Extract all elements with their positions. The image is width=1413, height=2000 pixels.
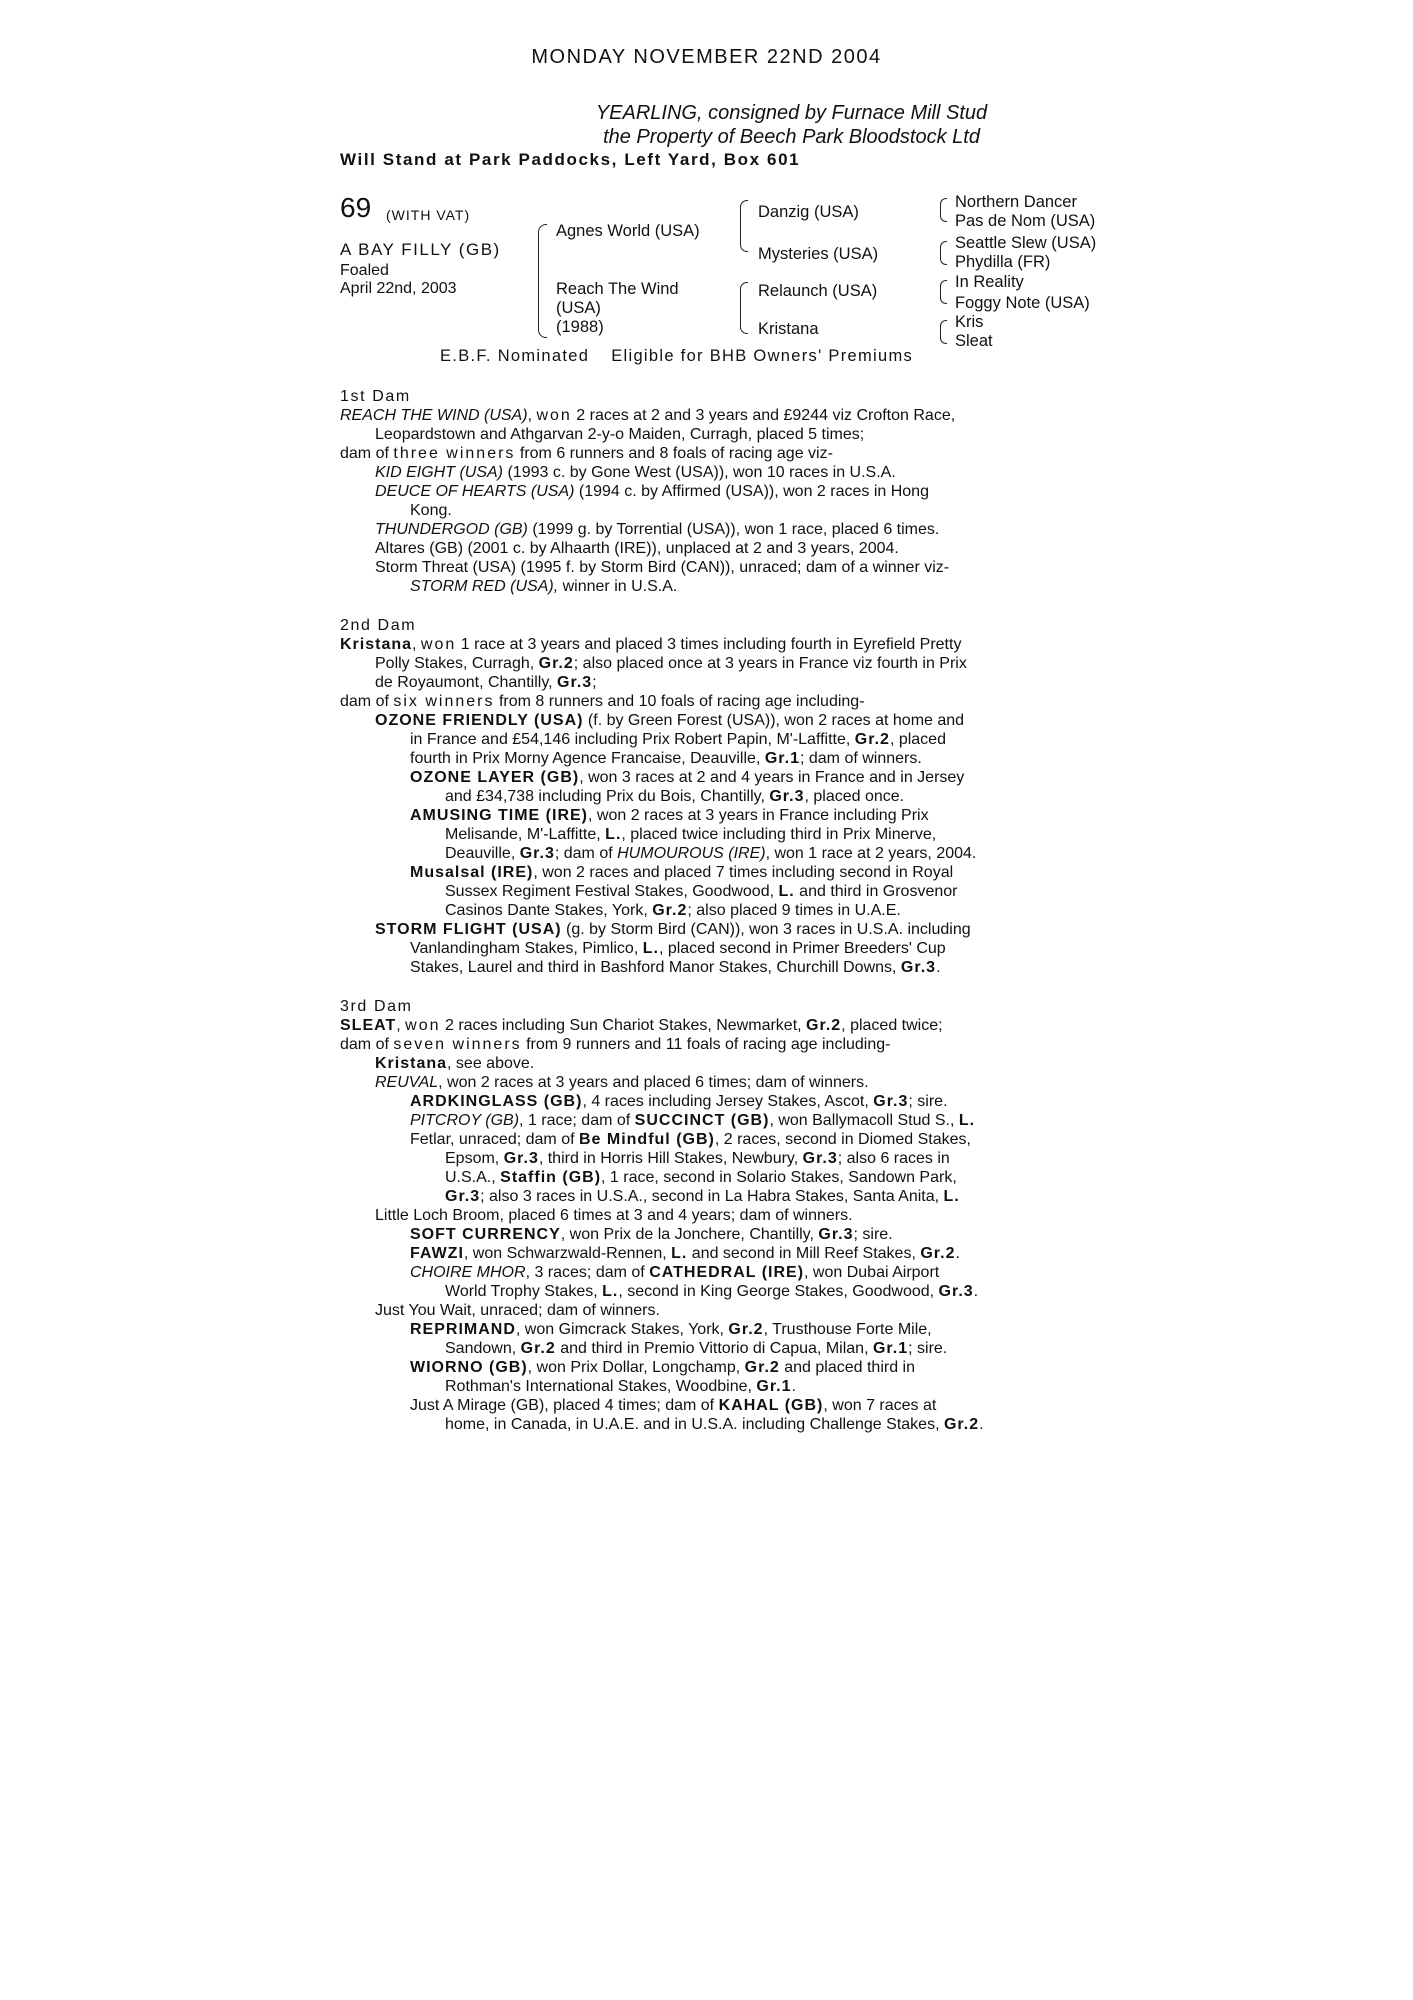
produce-line: Kong. [410,502,452,519]
first-dam-heading: 1st Dam [340,388,411,405]
pedigree-sdd: Phydilla (FR) [955,253,1051,271]
bhb-premiums: Eligible for BHB Owners' Premiums [611,347,914,365]
produce-line: Rothman's International Stakes, Woodbine, Gr.1. [445,1378,796,1395]
second-dam-line: Kristana, won 1 race at 3 years and placed 3 times including fourth in Eyrefield Pretty [340,636,962,653]
pedigree-dam-year: (1988) [556,318,604,336]
consignment-line-1: YEARLING, consigned by Furnace Mill Stud [595,102,988,124]
pedigree-dam: Reach The Wind [556,280,679,298]
produce-line: Melisande, M'-Laffitte, L., placed twice including third in Prix Minerve, [445,826,937,843]
produce-line: Gr.3; also 3 races in U.S.A., second in La Habra Stakes, Santa Anita, L. [445,1188,960,1205]
produce-line: AMUSING TIME (IRE), won 2 races at 3 years in France including Prix [410,807,929,824]
pedigree-brace-sd [940,241,947,265]
produce-line: CHOIRE MHOR, 3 races; dam of CATHEDRAL (IRE), won Dubai Airport [410,1264,940,1281]
produce-line: Just A Mirage (GB), placed 4 times; dam of KAHAL (GB), won 7 races at [410,1397,937,1414]
pedigree-ddd: Sleat [955,332,993,350]
produce-line: FAWZI, won Schwarzwald-Rennen, L. and second in Mill Reef Stakes, Gr.2. [410,1245,960,1262]
produce-line: fourth in Prix Morny Agence Francaise, Deauville, Gr.1; dam of winners. [410,750,922,767]
produce-line: OZONE FRIENDLY (USA) (f. by Green Forest (USA)), won 2 races at home and [375,712,965,729]
produce-line: Fetlar, unraced; dam of Be Mindful (GB), 2 races, second in Diomed Stakes, [410,1131,971,1148]
produce-line: STORM RED (USA), winner in U.S.A. [410,578,678,595]
sale-date: MONDAY NOVEMBER 22ND 2004 [531,46,882,68]
produce-line: WIORNO (GB), won Prix Dollar, Longchamp, Gr.2 and placed third in [410,1359,916,1376]
second-dam-heading: 2nd Dam [340,617,417,634]
first-dam-line: dam of three winners from 6 runners and 8 foals of racing age viz- [340,445,833,462]
pedigree-dsd: Foggy Note (USA) [955,294,1090,312]
produce-line: Epsom, Gr.3, third in Horris Hill Stakes, Newbury, Gr.3; also 6 races in [445,1150,950,1167]
second-dam-line: Polly Stakes, Curragh, Gr.2; also placed once at 3 years in France viz fourth in Prix [375,655,967,672]
third-dam-heading: 3rd Dam [340,998,413,1015]
produce-line: Sandown, Gr.2 and third in Premio Vittorio di Capua, Milan, Gr.1; sire. [445,1340,948,1357]
pedigree-dam-country: (USA) [556,299,601,317]
produce-line: Little Loch Broom, placed 6 times at 3 and 4 years; dam of winners. [375,1207,853,1224]
produce-line: in France and £54,146 including Prix Robert Papin, M'-Laffitte, Gr.2, placed [410,731,946,748]
pedigree-brace-gen1 [538,224,547,338]
third-dam-line: dam of seven winners from 9 runners and 11 foals of racing age including- [340,1036,891,1053]
produce-line: Vanlandingham Stakes, Pimlico, L., placed second in Primer Breeders' Cup [410,940,946,957]
produce-line: U.S.A., Staffin (GB), 1 race, second in Solario Stakes, Sandown Park, [445,1169,957,1186]
ebf-nominated: E.B.F. Nominated [440,347,590,365]
pedigree-sss: Northern Dancer [955,193,1077,211]
second-dam-line: de Royaumont, Chantilly, Gr.3; [375,674,597,691]
foaled-date: April 22nd, 2003 [340,280,457,297]
produce-line: Musalsal (IRE), won 2 races and placed 7 times including second in Royal [410,864,954,881]
produce-line: World Trophy Stakes, L., second in King George Stakes, Goodwood, Gr.3. [445,1283,979,1300]
vat-note: (WITH VAT) [386,207,471,223]
first-dam-line: REACH THE WIND (USA), won 2 races at 2 and 3 years and £9244 viz Crofton Race, [340,407,956,424]
produce-line: REPRIMAND, won Gimcrack Stakes, York, Gr.2, Trusthouse Forte Mile, [410,1321,932,1338]
pedigree-sire: Agnes World (USA) [556,222,700,240]
produce-line: STORM FLIGHT (USA) (g. by Storm Bird (CAN)), won 3 races in U.S.A. including [375,921,971,938]
produce-line: and £34,738 including Prix du Bois, Chantilly, Gr.3, placed once. [445,788,905,805]
stand-location: Will Stand at Park Paddocks, Left Yard, Box 601 [340,150,801,169]
lot-number: 69 [340,192,372,223]
produce-line: Altares (GB) (2001 c. by Alhaarth (IRE)), unplaced at 2 and 3 years, 2004. [375,540,899,557]
consignment-line-2: the Property of Beech Park Bloodstock Ltd [603,126,980,148]
lot-description: A BAY FILLY (GB) [340,240,501,259]
pedigree-brace-ss [940,198,947,222]
produce-line: REUVAL, won 2 races at 3 years and placed 6 times; dam of winners. [375,1074,869,1091]
pedigree-sire-sire: Danzig (USA) [758,203,859,221]
pedigree-sds: Seattle Slew (USA) [955,234,1097,252]
pedigree-brace-sire [740,200,748,252]
produce-line: Kristana, see above. [375,1055,535,1072]
produce-line: Casinos Dante Stakes, York, Gr.2; also placed 9 times in U.A.E. [445,902,901,919]
produce-line: Deauville, Gr.3; dam of HUMOUROUS (IRE), won 1 race at 2 years, 2004. [445,845,977,862]
produce-line: SOFT CURRENCY, won Prix de la Jonchere, Chantilly, Gr.3; sire. [410,1226,893,1243]
produce-line: OZONE LAYER (GB), won 3 races at 2 and 4 years in France and in Jersey [410,769,965,786]
pedigree-brace-dd [940,320,947,344]
pedigree-sire-dam: Mysteries (USA) [758,245,879,263]
produce-line: Sussex Regiment Festival Stakes, Goodwood, L. and third in Grosvenor [445,883,958,900]
third-dam-line: SLEAT, won 2 races including Sun Chariot Stakes, Newmarket, Gr.2, placed twice; [340,1017,943,1034]
produce-line: PITCROY (GB), 1 race; dam of SUCCINCT (GB), won Ballymacoll Stud S., L. [410,1112,976,1129]
pedigree-ssd: Pas de Nom (USA) [955,212,1096,230]
produce-line: ARDKINGLASS (GB), 4 races including Jersey Stakes, Ascot, Gr.3; sire. [410,1093,948,1110]
pedigree-dds: Kris [955,313,984,331]
first-dam-line: Leopardstown and Athgarvan 2-y-o Maiden, Curragh, placed 5 times; [375,426,865,443]
produce-line: home, in Canada, in U.A.E. and in U.S.A. including Challenge Stakes, Gr.2. [445,1416,984,1433]
second-dam-line: dam of six winners from 8 runners and 10 foals of racing age including- [340,693,865,710]
pedigree-dam-sire: Relaunch (USA) [758,282,878,300]
produce-line: Stakes, Laurel and third in Bashford Manor Stakes, Churchill Downs, Gr.3. [410,959,941,976]
produce-line: DEUCE OF HEARTS (USA) (1994 c. by Affirmed (USA)), won 2 races in Hong [375,483,929,500]
foaled-label: Foaled [340,262,389,279]
produce-line: KID EIGHT (USA) (1993 c. by Gone West (USA)), won 10 races in U.S.A. [375,464,896,481]
pedigree-brace-dam [740,282,748,334]
produce-line: THUNDERGOD (GB) (1999 g. by Torrential (USA)), won 1 race, placed 6 times. [375,521,940,538]
pedigree-brace-ds [940,280,947,304]
pedigree-dss: In Reality [955,273,1024,291]
pedigree-dam-dam: Kristana [758,320,819,338]
eligibility-line [440,347,913,366]
produce-line: Storm Threat (USA) (1995 f. by Storm Bird (CAN)), unraced; dam of a winner viz- [375,559,950,576]
produce-line: Just You Wait, unraced; dam of winners. [375,1302,660,1319]
